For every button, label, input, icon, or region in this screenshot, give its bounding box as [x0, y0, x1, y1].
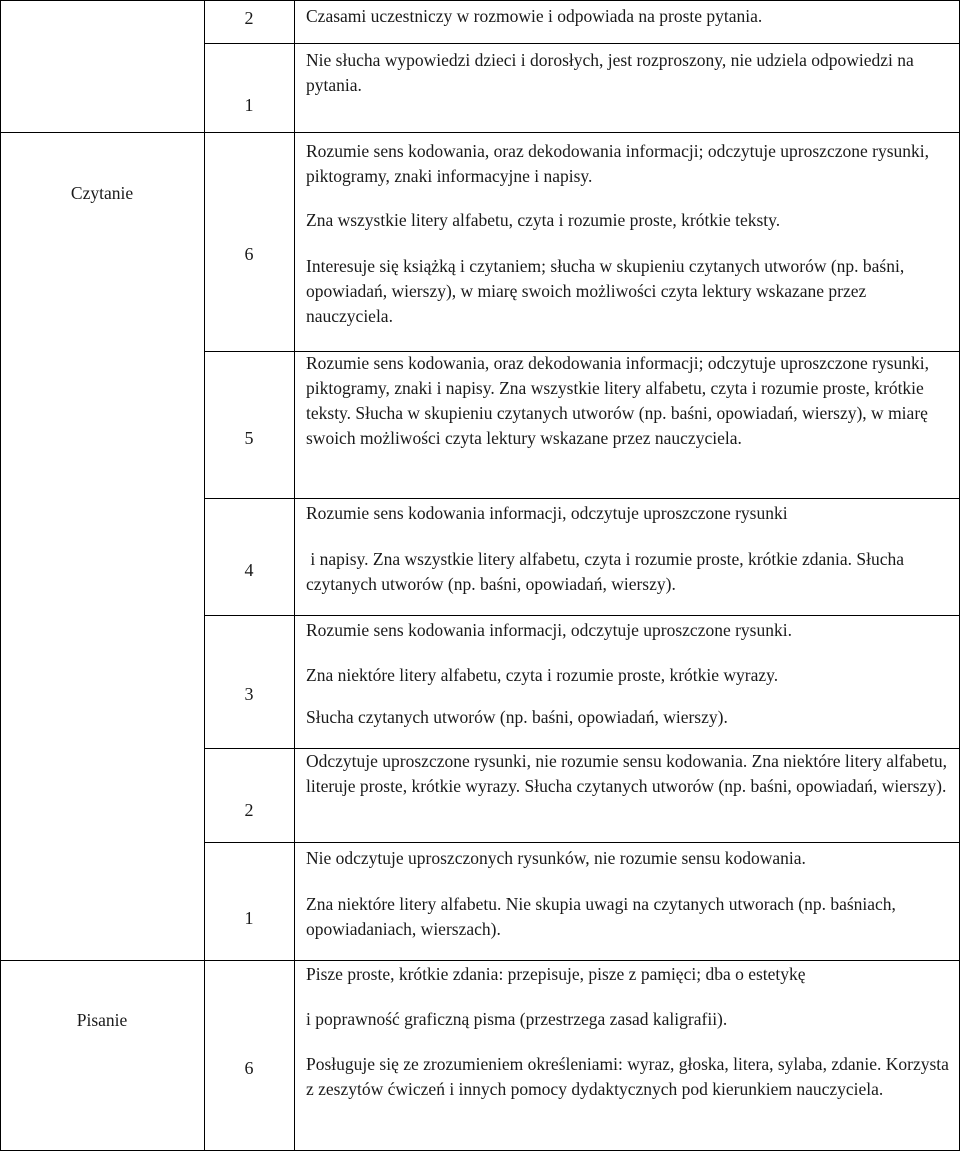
- score-6: 6: [244, 1058, 254, 1078]
- criterion-text: Odczytuje uproszczone rysunki, nie rozumie sensu kodowania. Zna niektóre litery alfabetu, literuje proste, krótkie wyrazy. Słucha czytanych utworów (np. baśni, opowiadań, wierszy).: [306, 751, 947, 796]
- criterion-text: Pisze proste, krótkie zdania: przepisuje, pisze z pamięci; dba o estetykę: [306, 964, 806, 984]
- criterion-text: Rozumie sens kodowania informacji, odczytuje uproszczone rysunki: [306, 503, 788, 523]
- table-border-left: [0, 0, 1, 1151]
- criterion-text: Zna niektóre litery alfabetu. Nie skupia uwagi na czytanych utworach (np. baśniach, opowiadaniach, wierszach).: [306, 894, 896, 939]
- column-divider-score: [294, 0, 295, 1151]
- score-2: 2: [244, 800, 254, 820]
- criterion-text: Czasami uczestniczy w rozmowie i odpowiada na proste pytania.: [306, 6, 763, 26]
- criterion-text: Zna wszystkie litery alfabetu, czyta i rozumie proste, krótkie teksty.: [306, 210, 781, 230]
- score-5: 5: [244, 428, 254, 448]
- criterion-text: Rozumie sens kodowania, oraz dekodowania informacji; odczytuje uproszczone rysunki, piktogramy, znaki informacyjne i napisy.: [306, 141, 930, 186]
- row-divider: [204, 498, 960, 499]
- score-1: 1: [244, 95, 254, 115]
- score-4: 4: [244, 560, 254, 580]
- score-2: 2: [244, 8, 254, 28]
- criterion-text: Nie słucha wypowiedzi dzieci i dorosłych, jest rozproszony, nie udziela odpowiedzi na pytania.: [306, 50, 914, 95]
- score-1: 1: [244, 908, 254, 928]
- criterion-text: Interesuje się książką i czytaniem; słucha w skupieniu czytanych utworów (np. baśni, opowiadań, wierszy), w miarę swoich możliwości czyta lektury wskazane przez nauczyciela.: [306, 256, 905, 326]
- criterion-text: Rozumie sens kodowania, oraz dekodowania informacji; odczytuje uproszczone rysunki, piktogramy, znaki i napisy. Zna wszystkie litery alfabetu, czyta i rozumie proste, krótkie teksty. Słucha w skupieniu czytanych utworów (np. baśni, opowiadań, wierszy), w miarę swoich możliwości czyta lektury wskazane przez nauczyciela.: [306, 353, 930, 448]
- section-divider: [0, 960, 960, 961]
- criterion-text: i poprawność graficzną pisma (przestrzega zasad kaligrafii).: [306, 1009, 728, 1029]
- row-divider: [204, 615, 960, 616]
- table-border-top: [0, 0, 960, 1]
- category-label-pisanie: Pisanie: [76, 1010, 128, 1030]
- row-divider: [204, 43, 960, 44]
- row-divider: [204, 842, 960, 843]
- criterion-text: Zna niektóre litery alfabetu, czyta i rozumie proste, krótkie wyrazy.: [306, 665, 779, 685]
- criterion-text: Słucha czytanych utworów (np. baśni, opowiadań, wierszy).: [306, 707, 728, 727]
- criterion-text: Rozumie sens kodowania informacji, odczytuje uproszczone rysunki.: [306, 620, 792, 640]
- criterion-text: Nie odczytuje uproszczonych rysunków, nie rozumie sensu kodowania.: [306, 848, 806, 868]
- criterion-text: Posługuje się ze zrozumieniem określeniami: wyraz, głoska, litera, sylaba, zdanie. Korzysta z zeszytów ćwiczeń i innych pomocy dydaktycznych pod kierunkiem nauczyciela.: [306, 1054, 949, 1099]
- section-divider: [0, 132, 960, 133]
- criterion-text: i napisy. Zna wszystkie litery alfabetu, czyta i rozumie proste, krótkie zdania. Słucha czytanych utworów (np. baśni, opowiadań, wierszy).: [306, 549, 909, 594]
- score-3: 3: [244, 684, 254, 704]
- score-6: 6: [244, 244, 254, 264]
- category-label-czytanie: Czytanie: [70, 183, 134, 203]
